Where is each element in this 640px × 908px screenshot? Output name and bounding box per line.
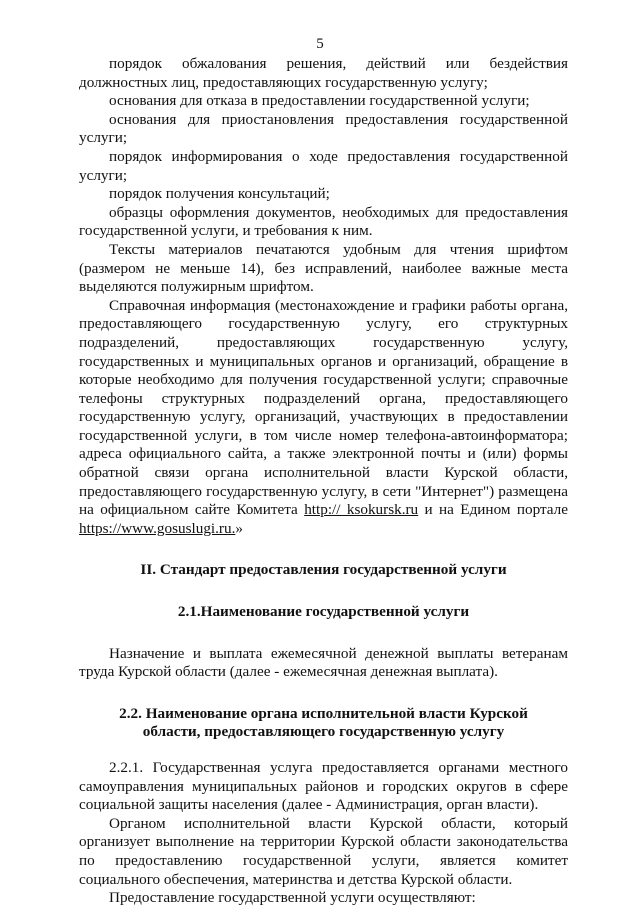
subsection-2-2-title-line2: области, предоставляющего государственную услугу [142, 723, 505, 741]
list-item-informing: порядок информирования о ходе предоставления государственной услуги; [79, 147, 568, 184]
subsection-2-1-title: 2.1.Наименование государственной услуги [177, 603, 470, 621]
paragraph-executive-organ: Органом исполнительной власти Курской области, который организует выполнение на территории Курской области законодательства по предоставлению государственной услуги, является комитет социального обеспечения, материнства и детства Курской области. [79, 814, 568, 888]
list-item-appeal: порядок обжалования решения, действий или бездействия должностных лиц, предоставляющих государственную услугу; [79, 55, 568, 91]
reference-info-end: » [235, 519, 243, 537]
paragraph-reference-info [79, 297, 568, 539]
paragraph-2-2-1: 2.2.1. Государственная услуга предоставляется органами местного самоуправления муниципальных районов и городских округов в сфере социальной защиты населения (далее - Администрация, орган власти). [79, 759, 568, 814]
list-item-suspension: основания для приостановления предоставления государственной услуги; [79, 110, 568, 147]
paragraph-provision: Предоставление государственной услуги осуществляют: [109, 889, 476, 907]
reference-info-text: Справочная информация (местонахождение и графики работы органа, предоставляющего государственную услугу, его структурных подразделений, предоставляющих государственную услугу, государственных и муниципальных органов и организаций, обращение в которые необходимо для получения государственной услуги; справочные телефоны структурных подразделений органа, предоставляющего государственную услугу, организаций, участвующих в предоставлении государственной услуги, в том числе номер телефона-автоинформатора; адреса официального сайта, а также электронной почты и (или) формы обратной связи органа исполнительной власти Курской области, предоставляющего государственную услугу, в сети "Интернет") размещена на официальном сайте Комитета [79, 296, 568, 519]
paragraph-font-requirements: Тексты материалов печатаются удобным для чтения шрифтом (размером не меньше 14), без исправлений, наиболее важные места выделяются полужирным шрифтом. [79, 240, 568, 296]
section-2-title: II. Стандарт предоставления государственной услуги [140, 561, 507, 579]
list-item-document-samples: образцы оформления документов, необходимых для предоставления государственной услуги, и требования к ним. [79, 203, 568, 240]
list-item-consultations: порядок получения консультаций; [109, 185, 330, 203]
paragraph-service-name: Назначение и выплата ежемесячной денежной выплаты ветеранам труда Курской области (далее - ежемесячная денежная выплата). [79, 644, 568, 681]
page-content [79, 55, 568, 908]
reference-info-mid: и на Едином портале [418, 501, 568, 519]
page-number: 5 [316, 36, 324, 52]
subsection-2-2-title-line1: 2.2. Наименование органа исполнительной власти Курской [119, 704, 528, 722]
committee-site-link[interactable]: http:// ksokursk.ru [304, 501, 419, 519]
gosuslugi-portal-link[interactable]: https://www.gosuslugi.ru. [79, 519, 236, 537]
list-item-refusal: основания для отказа в предоставлении государственной услуги; [109, 92, 530, 110]
